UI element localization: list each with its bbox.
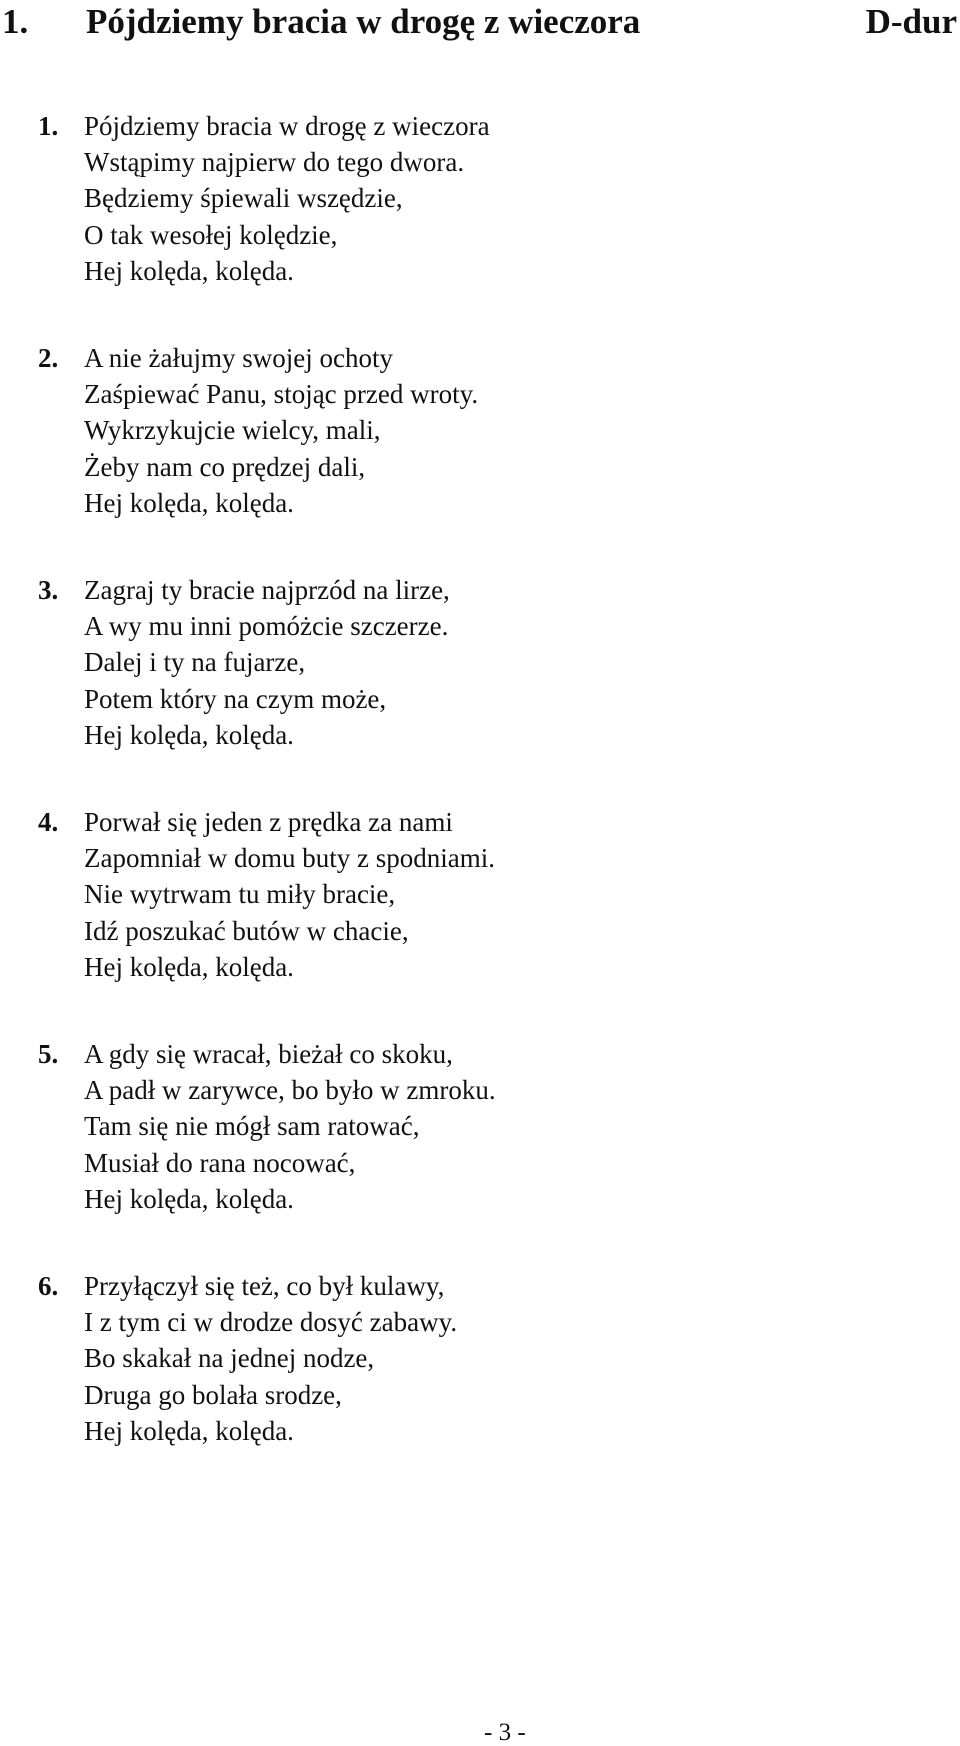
song-key: D-dur	[865, 2, 957, 41]
verse-line: Pójdziemy bracia w drogę z wieczora	[84, 111, 490, 141]
verse-line: I z tym ci w drodze dosyć zabawy.	[84, 1307, 458, 1338]
verse-line: Będziemy śpiewali wszędzie,	[84, 183, 403, 214]
song-title: Pójdziemy bracia w drogę z wieczora	[86, 2, 641, 41]
verse-line: Zapomniał w domu buty z spodniami.	[84, 843, 495, 874]
verse-line: Żeby nam co prędzej dali,	[84, 451, 366, 482]
song-number: 1.	[2, 2, 29, 41]
stanza-number: 1.	[38, 111, 59, 141]
refrain-line: Hej kolęda, kolęda.	[84, 487, 294, 518]
stanza-number: 2.	[38, 343, 59, 373]
stanza-lines	[84, 804, 495, 985]
verse-line: Bo skakał na jednej nodze,	[84, 1343, 375, 1374]
stanza-number: 4.	[38, 807, 59, 837]
verse-line: Potem który na czym może,	[84, 683, 387, 714]
refrain-line: Hej kolęda, kolęda.	[84, 1183, 294, 1214]
stanza-lines	[84, 340, 478, 521]
verse-line: Przyłączył się też, co był kulawy,	[84, 1271, 445, 1301]
verse-line: A wy mu inni pomóżcie szczerze.	[84, 611, 449, 642]
verse-line: A gdy się wracał, bieżał co skoku,	[84, 1039, 453, 1069]
verse-line: A padł w zarywce, bo było w zmroku.	[84, 1075, 496, 1106]
verse-line: Idź poszukać butów w chacie,	[84, 915, 409, 946]
verse-line: Zagraj ty bracie najprzód na lirze,	[84, 575, 450, 605]
verse-line: A nie żałujmy swojej ochoty	[84, 343, 393, 373]
verse-line: Wstąpimy najpierw do tego dwora.	[84, 147, 465, 178]
stanza-number: 3.	[38, 575, 59, 605]
refrain-line: Hej kolęda, kolęda.	[84, 951, 294, 982]
verse-line: O tak wesołej kolędzie,	[84, 219, 338, 250]
refrain-line: Hej kolęda, kolęda.	[84, 719, 294, 750]
verse-line: Musiał do rana nocować,	[84, 1147, 356, 1178]
verse-line: Nie wytrwam tu miły bracie,	[84, 879, 396, 910]
refrain-line: Hej kolęda, kolęda.	[84, 255, 294, 286]
verse-line: Zaśpiewać Panu, stojąc przed wroty.	[84, 379, 479, 410]
song-header	[0, 0, 960, 44]
stanza-lines	[84, 1268, 457, 1449]
page-number: - 3 -	[484, 1719, 526, 1746]
stanza-number: 6.	[38, 1271, 59, 1301]
verse-line: Wykrzykujcie wielcy, mali,	[84, 415, 381, 446]
stanza-lines	[84, 572, 450, 753]
stanza-number: 5.	[38, 1039, 59, 1069]
stanza-lines	[84, 1036, 496, 1217]
verse-line: Dalej i ty na fujarze,	[84, 647, 306, 678]
verse-line: Porwał się jeden z prędka za nami	[84, 807, 453, 837]
stanza-lines	[84, 108, 490, 289]
verse-line: Tam się nie mógł sam ratować,	[84, 1111, 420, 1142]
refrain-line: Hej kolęda, kolęda.	[84, 1415, 294, 1446]
verse-line: Druga go bolała srodze,	[84, 1379, 342, 1410]
